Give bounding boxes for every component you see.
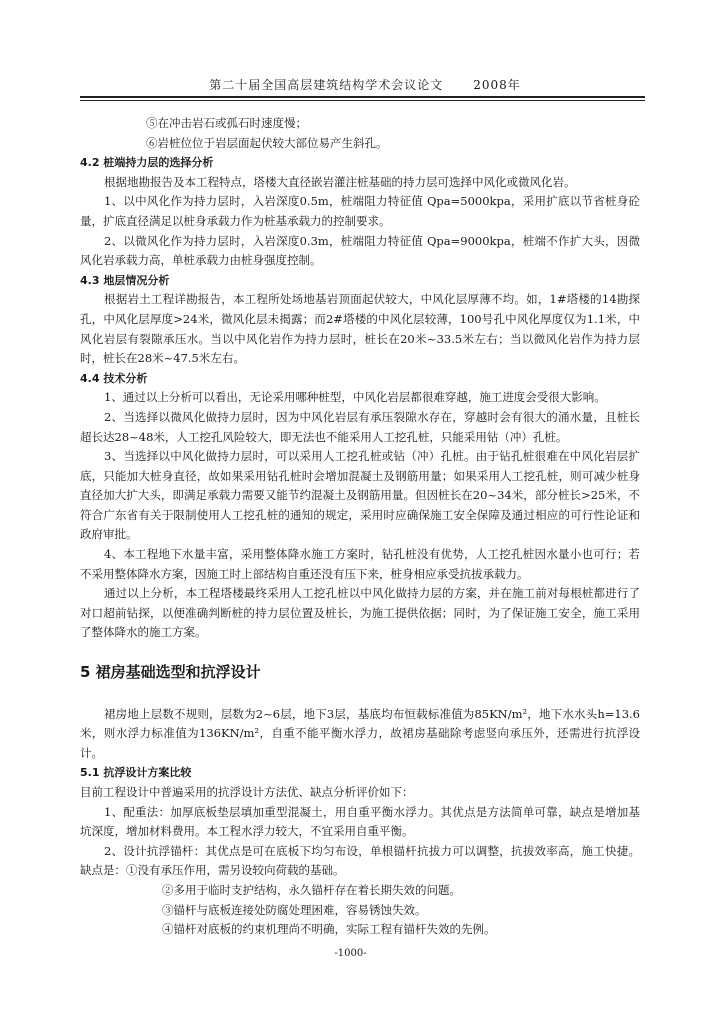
paragraph: 1、通过以上分析可以看出，无论采用哪种桩型，中风化岩层都很难穿越，施工进度会受很大影响。 — [104, 390, 606, 405]
header-title: 第二十届全国高层建筑结构学术会议论文 — [209, 78, 444, 92]
subsection-heading-5-1: 5.1 抗浮设计方案比较 — [80, 766, 192, 780]
paragraph: 通过以上分析，本工程塔楼最终采用人工挖孔桩以中风化做持力层的方案，并在施工前对每根桩都进行了对口超前钻探，以便准确判断桩的持力层位置及桩长，为施工提供依据；同时，为了保证施工安全，施工采用了整体降水的施工方案。 — [80, 586, 640, 640]
header-rule-thick — [80, 96, 645, 98]
page-number: -1000- — [334, 948, 367, 959]
subsection-heading-4-4: 4.4 技术分析 — [80, 371, 148, 385]
subsection-heading-4-3: 4.3 地层情况分析 — [80, 273, 170, 287]
paragraph: 2、设计抗浮锚杆：其优点是可在底板下均匀布设，单根锚杆抗拔力可以调整，抗拔效率高，施工快捷。缺点是：①没有承压作用，需另设较向荷载的基础。 — [80, 843, 640, 878]
list-item: ⑤在冲击岩石或孤石时速度慢； — [146, 116, 307, 130]
list-item: ②多用于临时支护结构，永久锚杆存在着长期失效的问题。 — [162, 882, 461, 897]
paragraph: 2、以微风化作为持力层时，入岩深度0.3m，桩端阻力特征值 Qpa=9000kpa，桩端不作扩大头，因微风化岩承载力高，单桩承载力由桩身强度控制。 — [80, 233, 640, 268]
list-item: ③锚杆与底板连接处防腐处理困难，容易锈蚀失效。 — [162, 902, 427, 917]
paragraph: 2、当选择以微风化做持力层时，因为中风化岩层有承压裂隙水存在，穿越时会有很大的涌水量，且桩长超长达28~48米，人工挖孔风险较大，即无法也不能采用人工挖孔桩，只能采用钻（冲）孔桩。 — [80, 409, 640, 444]
subsection-heading-4-2: 4.2 桩端持力层的选择分析 — [80, 156, 214, 170]
paragraph: 裙房地上层数不规则，层数为2~6层，地下3层，基底均布恒载标准值为85KN/m²，地下水水头h=13.6米，则水浮力标准值为136KN/m²，自重不能平衡水浮力，故裙房基础除考虑竖向承压外，还需进行抗浮设计。 — [80, 706, 640, 760]
header-year: 2008年 — [473, 78, 521, 92]
list-item: ④锚杆对底板的约束机理尚不明确，实际工程有锚杆失效的先例。 — [162, 922, 496, 937]
paragraph: 1、以中风化作为持力层时，入岩深度0.5m，桩端阻力特征值 Qpa=5000kpa，采用扩底以节省桩身砼量，扩底直径满足以桩身承载力作为桩基承载力的控制要求。 — [80, 194, 640, 228]
paragraph: 3、当选择以中风化做持力层时，可以采用人工挖孔桩或钻（冲）孔桩。由于钻孔桩很难在中风化岩层扩底，只能加大桩身直径，故如果采用钻孔桩时会增加混凝土及钢筋用量；如果采用人工挖孔桩，则可减少桩身直径加大扩大头，即满足承载力需要又能节约混凝土及钢筋用量。但因桩长在20~34米，部分桩长>25米，不符合广东省有关于限制使用人工挖孔桩的通知的规定，采用时应确保施工安全保障及通过相应的可行性论证和政府审批。 — [80, 449, 640, 542]
paragraph: 根据岩土工程详勘报告，本工程所处场地基岩顶面起伏较大，中风化层厚薄不均。如，1#塔楼的14勘探孔，中风化层厚度>24米，微风化层未揭露；而2#塔楼的中风化层较薄，100号孔中风化厚度仅为1.1米，中风化岩层有裂隙承压水。当以中风化岩作为持力层时，桩长在20米~33.5米左右；当以微风化岩作为持力层时，桩长在28米~47.5米左右。 — [80, 292, 640, 366]
paragraph: 1、配重法：加厚底板垫层填加重型混凝土，用自重平衡水浮力。其优点是方法简单可靠，缺点是增加基坑深度，增加材料费用。本工程水浮力较大，不宜采用自重平衡。 — [80, 804, 640, 839]
paragraph: 根据地勘报告及本工程特点，塔楼大直径嵌岩灌注桩基础的持力层可选择中风化或微风化岩。 — [104, 174, 576, 189]
header-rule-thin — [80, 100, 645, 101]
list-item: ⑥岩桩位位于岩层面起伏较大部位易产生斜孔。 — [146, 135, 388, 150]
body-text — [80, 114, 640, 940]
running-header — [80, 76, 650, 93]
paragraph: 目前工程设计中普遍采用的抗浮设计方法优、缺点分析评价如下： — [80, 785, 414, 799]
section-heading-5: 5 裙房基础选型和抗浮设计 — [80, 663, 261, 682]
paragraph: 4、本工程地下水量丰富，采用整体降水施工方案时，钻孔桩没有优势，人工挖孔桩因水量小也可行；若不采用整体降水方案，因施工时上部结构自重还没有压下来，桩身相应承受抗拔承载力。 — [80, 547, 640, 581]
